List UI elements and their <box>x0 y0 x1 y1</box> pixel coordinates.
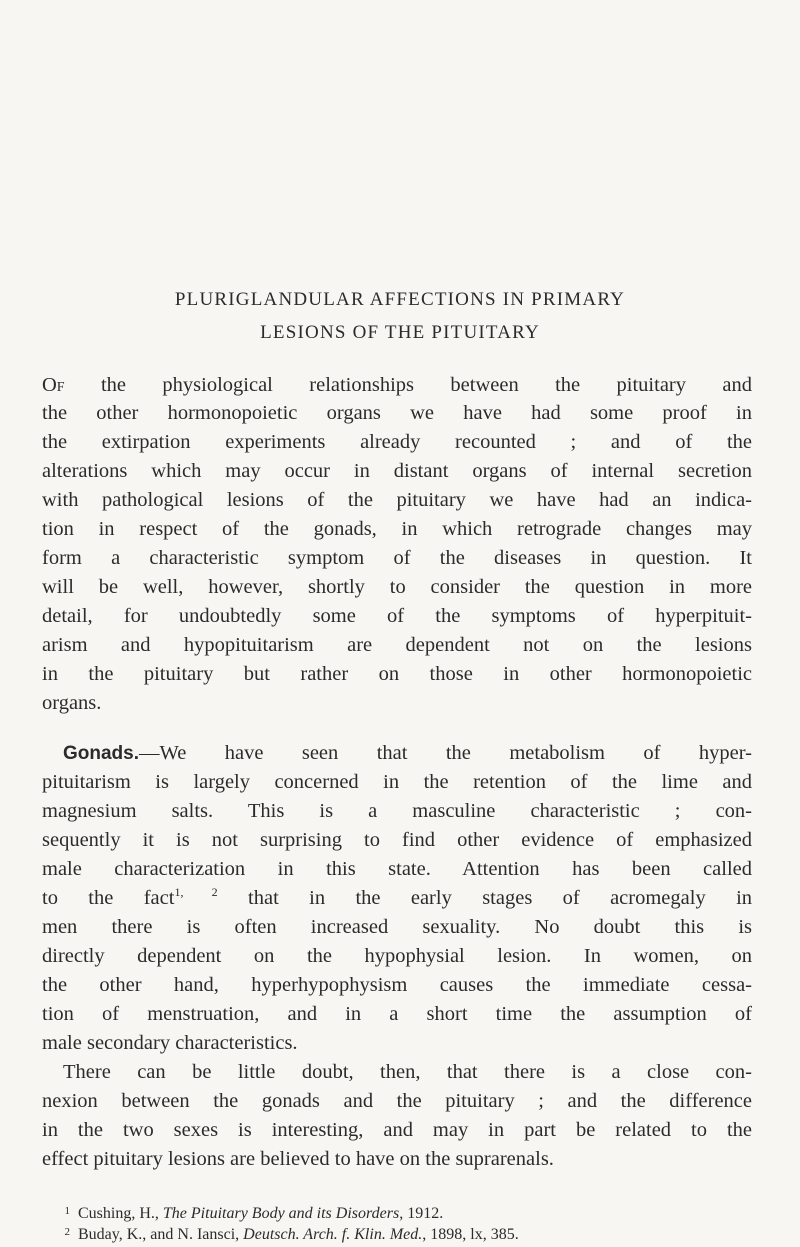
paragraph-line: magnesium salts. This is a masculine characteristic ; con- <box>42 800 752 822</box>
paragraph-line: pituitarism is largely concerned in the retention of the lime and <box>42 771 752 793</box>
paragraph-line: tion in respect of the gonads, in which retrograde changes may <box>42 518 752 540</box>
paragraph-line: in the pituitary but rather on those in other hormonopoietic <box>42 663 752 685</box>
paragraph-line: directly dependent on the hypophysial lesion. In women, on <box>42 945 752 967</box>
paragraph-line: the other hormonopoietic organs we have had some proof in <box>42 402 752 424</box>
paragraph-line: arism and hypopituitarism are dependent not on the lesions <box>42 634 752 656</box>
paragraph-line: in the two sexes is interesting, and may in part be related to the <box>42 1119 752 1141</box>
paragraph-line: will be well, however, shortly to consider the question in more <box>42 576 752 598</box>
paragraph-line: organs. <box>42 692 102 714</box>
footnote <box>42 1225 800 1245</box>
paragraph-line: detail, for undoubtedly some of the symptoms of hyperpituit- <box>42 605 752 627</box>
line-text: to the fact <box>42 887 175 909</box>
paragraph-line: form a characteristic symptom of the diseases in question. It <box>42 547 752 569</box>
footnote-text: Buday, K., and N. Iansci, <box>78 1226 244 1243</box>
footnote-reference[interactable]: 1, 2 <box>174 885 218 900</box>
paragraph-line: tion of menstruation, and in a short time the assumption of <box>42 1003 752 1025</box>
paragraph-line: alterations which may occur in distant organs of internal secretion <box>42 460 752 482</box>
paragraph-line: male characterization in this state. Attention has been called <box>42 858 752 880</box>
paragraph-line <box>42 886 752 910</box>
paragraph-line <box>42 741 752 766</box>
footnote-text: , 1898, lx, 385. <box>422 1226 519 1243</box>
footnote-text: , 1912. <box>399 1205 444 1222</box>
footnote-title: The Pituitary Body and its Disorders <box>162 1205 400 1222</box>
paragraph-line: the extirpation experiments already recounted ; and of the <box>42 431 752 453</box>
footnote-mark: 1 <box>64 1205 70 1217</box>
chapter-title-line-2: LESIONS OF THE PITUITARY <box>260 322 540 343</box>
paragraph-line: sequently it is not surprising to find other evidence of emphasized <box>42 829 752 851</box>
line-text: the physiological relationships between the pituitary and <box>64 374 752 396</box>
paragraph-line: men there is often increased sexuality. No doubt this is <box>42 916 752 938</box>
paragraph-line: There can be little doubt, then, that there is a close con- <box>63 1061 752 1083</box>
footnote-text: Cushing, H., <box>78 1205 163 1222</box>
chapter-title-line-1: PLURIGLANDULAR AFFECTIONS IN PRIMARY <box>174 289 626 310</box>
paragraph-line: with pathological lesions of the pituitary we have had an indica- <box>42 489 752 511</box>
drop-cap: Of <box>42 374 65 396</box>
paragraph-line: male secondary characteristics. <box>42 1032 298 1054</box>
footnote <box>42 1204 800 1224</box>
footnote-title: Deutsch. Arch. f. Klin. Med. <box>243 1226 423 1243</box>
paragraph-line <box>42 373 752 397</box>
paragraph-line: the other hand, hyperhypophysism causes the immediate cessa- <box>42 974 752 996</box>
paragraph-line: effect pituitary lesions are believed to have on the suprarenals. <box>42 1148 554 1170</box>
section-heading: Gonads. <box>63 743 140 764</box>
line-text: —We have seen that the metabolism of hyper- <box>139 742 752 764</box>
footnote-mark: 2 <box>64 1226 70 1238</box>
paragraph-line: nexion between the gonads and the pituitary ; and the difference <box>42 1090 752 1112</box>
line-text: that in the early stages of acromegaly in <box>217 887 753 909</box>
